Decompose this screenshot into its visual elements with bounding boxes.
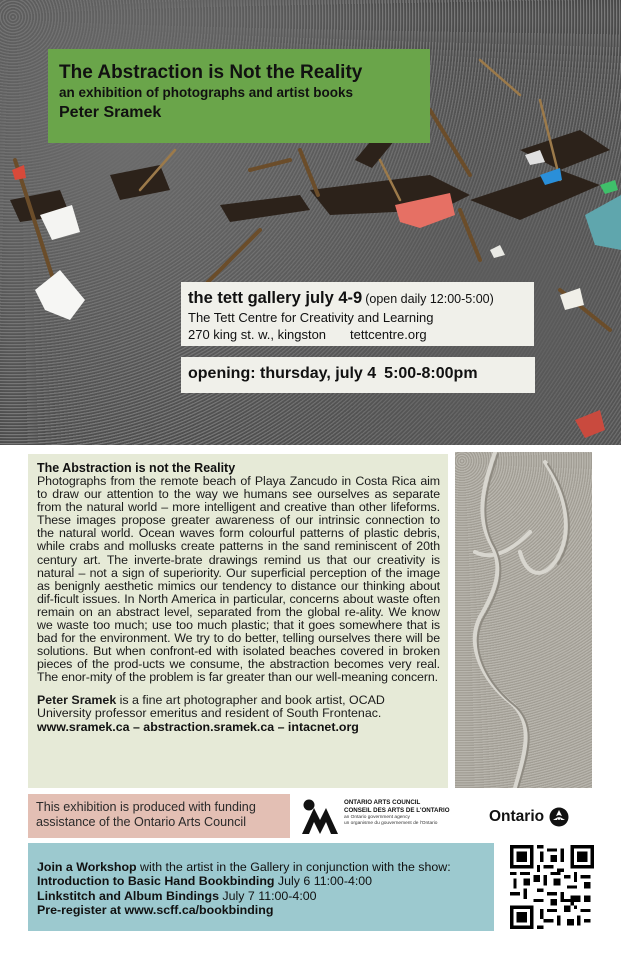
artist-bio xyxy=(37,694,440,720)
venue-address: 270 king st. w., kingston xyxy=(188,327,327,342)
sand-drawing-photo xyxy=(455,452,592,788)
exhibition-title: The Abstraction is Not the Reality xyxy=(59,62,363,83)
workshop-2-when: July 7 11:00-4:00 xyxy=(218,888,317,903)
workshop-lead-rest: with the artist in the Gallery in conjunction with the show: xyxy=(136,860,451,874)
title-panel xyxy=(48,49,430,143)
workshop-1-title: Introduction to Basic Hand Bookbinding xyxy=(37,874,275,889)
description-heading: The Abstraction is not the Reality xyxy=(37,461,236,475)
exhibition-subtitle: an exhibition of photographs and artist books xyxy=(59,85,354,100)
venue-website[interactable]: tettcentre.org xyxy=(350,327,427,342)
opening-date: opening: thursday, july 4 xyxy=(188,365,377,382)
workshop-register[interactable]: Pre-register at www.scff.ca/bookbinding xyxy=(37,903,274,918)
oac-name-en: ONTARIO ARTS COUNCIL xyxy=(344,799,421,806)
workshop-1-when: July 6 11:00-4:00 xyxy=(274,874,373,889)
gallery-dates: the tett gallery july 4-9 xyxy=(188,289,363,307)
oac-agency-fr: un organisme du gouvernement de l'Ontario xyxy=(344,821,438,826)
funding-note: This exhibition is produced with funding assistance of the Ontario Arts Council xyxy=(28,794,290,838)
opening-time: 5:00-8:00pm xyxy=(384,365,478,382)
ontario-wordmark: Ontario xyxy=(489,808,545,825)
description-panel xyxy=(28,454,448,788)
ontario-logo xyxy=(489,806,584,828)
artist-links[interactable]: www.sramek.ca – abstraction.sramek.ca – intacnet.org xyxy=(37,719,359,734)
gallery-hours: (open daily 12:00-5:00) xyxy=(365,292,494,306)
oac-name-fr: CONSEIL DES ARTS DE L'ONTARIO xyxy=(344,807,450,814)
workshop-2-title: Linkstitch and Album Bindings xyxy=(37,888,219,903)
artist-name: Peter Sramek xyxy=(59,104,162,121)
sand-trail-illustration xyxy=(455,452,592,788)
workshop-panel xyxy=(28,843,494,931)
description-body: Photographs from the remote beach of Playa Zancudo in Costa Rica aim to draw our attention to the way we humans see ourselves as separate from the natural world – more intelligent and creative than other lifeforms. These images propose greater awareness of our intrinsic connection to the natural world. Ocean waves form colourful patterns of plastic debris, while crabs and mollusks create patterns in the sand reminiscent of 20th century art. The inverte-brate drawings remind us that our creativity is natural – not a sign of superiority. Our superficial perception of the image as benignly aesthetic mimics our tendency to distance our thinking about dif-ficult issues. In North America in particular, concerns about waste often remain on an abstract level, separated from the global re-ality. We know we waste too much; use too much plastic; that it goes somewhere that is bad for the environment. We try to do better, telling ourselves there will be solutions. But when confront-ed with isolated beaches covered in broken pieces of the prod-ucts we consume, the abstraction becomes very real. The enor-mity of the problem is far greater than our well-meaning concern. xyxy=(37,474,440,685)
trillium-icon xyxy=(549,807,569,827)
qr-code-icon[interactable] xyxy=(510,844,594,930)
venue-panel xyxy=(181,282,534,346)
bio-name: Peter Sramek xyxy=(37,692,117,707)
oac-logo-icon xyxy=(300,796,340,836)
workshop-lead: Join a Workshop xyxy=(37,860,137,874)
bio-text: is a fine art photographer and book artist, OCAD University professor emeritus and resident of South Frontenac. xyxy=(37,692,385,720)
venue-centre: The Tett Centre for Creativity and Learning xyxy=(188,310,434,325)
opening-panel xyxy=(181,357,535,393)
oac-agency-en: an Ontario government agency xyxy=(344,815,410,820)
oac-wordmark xyxy=(344,799,474,827)
